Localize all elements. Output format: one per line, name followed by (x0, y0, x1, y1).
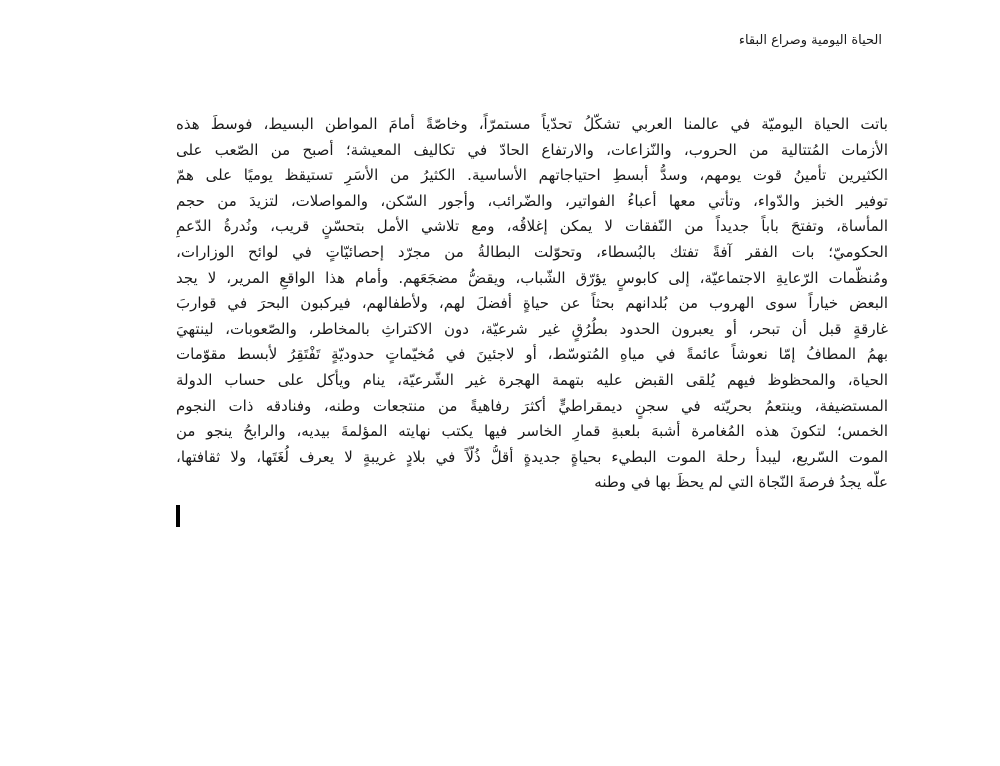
text-cursor (176, 505, 180, 527)
body-line: الكثيرين تأمينُ قوت يومهم، وسدُّ أبسطِ احتياجاتهم الأساسية. الكثيرُ من الأسَرِ تستيقظ يوميًا على همّ (176, 166, 888, 185)
body-line: ومُنظّمات الرّعايةِ الاجتماعيّة، إلى كابوسٍ يؤرّق الشّباب، ويقضُّ مضجَعَهم. وأمام هذا الواقعِ المرير، لا يجد (176, 268, 888, 287)
body-line: المأساة، وتفتحَ باباً جديداً من النّفقات لا يمكن إغلاقُه، ومع تلاشي الأمل بتحسّنٍ قريب، ونُدرةُ الدّعمِ (176, 217, 888, 236)
body-line: بهمُ المطافُ إمّا نعوشاً عائمةً في مياهِ المُتوسّط، أو لاجئينَ في مُخيّماتٍ حدوديّةٍ تَفْتَقِرُ لأبسط مقوّمات (176, 345, 888, 364)
body-line: البعض خياراً سوى الهروب من بُلدانهم بحثاً عن حياةٍ أفضلَ لهم، ولأطفالهم، فيركبون البحرَ في قواربَ (176, 294, 888, 313)
body-line: غارقةٍ قبل أن تبحر، أو يعبرون الحدود بطُرُقٍ غير شرعيّة، دون الاكتراثِ بالمخاطر، والصّعوبات، لينتهيَ (176, 319, 888, 338)
body-line: الحكوميّ؛ بات الفقر آفةً تفتك بالبُسطاء، وتحوّلت البطالةُ من مجرّد إحصائيّاتٍ في لوائح الوزارات، (176, 242, 888, 261)
document-title: الحياة اليومية وصراع البقاء (738, 33, 882, 48)
body-line: الأزمات المُتتالية من الحروب، والنّزاعات، والارتفاع الحادّ في تكاليف المعيشة؛ أصبح من الصّعب على (176, 140, 888, 159)
body-line: توفير الخبز والدّواء، وتأتي معها أعباءُ الفواتير، والضّرائب، وأجور السّكن، والمواصلات، لتزيدَ من حجم (176, 191, 888, 210)
body-line: الحياة، والمحظوظ فيهم يُلقى القبض عليه بتهمة الهجرة غير الشّرعيّة، ينام ويأكل على حساب الدولة (176, 370, 888, 389)
body-line: الموت السّريع، ليبدأ رحلة الموت البطيء بحياةٍ جديدةٍ أقلُّ ذُلّاً في بلادٍ غريبةٍ لا يعرف لُغَتَها، ولا ثقافتها، (176, 447, 888, 466)
body-line: المستضيفة، وينتعمُ بحريّته في سجنٍ ديمقراطيٍّ أكثرَ رفاهيةً من منتجعات وطنه، وفنادقه ذات النجوم (176, 396, 888, 415)
body-line: علّه يجدُ فرصةَ النّجاة التي لم يحظَ بها في وطنه (594, 473, 888, 492)
document-body[interactable] (176, 112, 888, 496)
body-line: الخمس؛ لتكونَ هذه المُغامرة أشبهَ بلعبةِ قمارِ الخاسر فيها يكتب نهايته المؤلمةَ بيديه، والرابحُ ينجو من (176, 422, 888, 441)
body-line: باتت الحياة اليوميّة في عالمنا العربي تشكّلُ تحدّياً مستمرّاً، وخاصّةً أمامَ المواطن البسيط، فوسطَ هذه (176, 115, 888, 133)
